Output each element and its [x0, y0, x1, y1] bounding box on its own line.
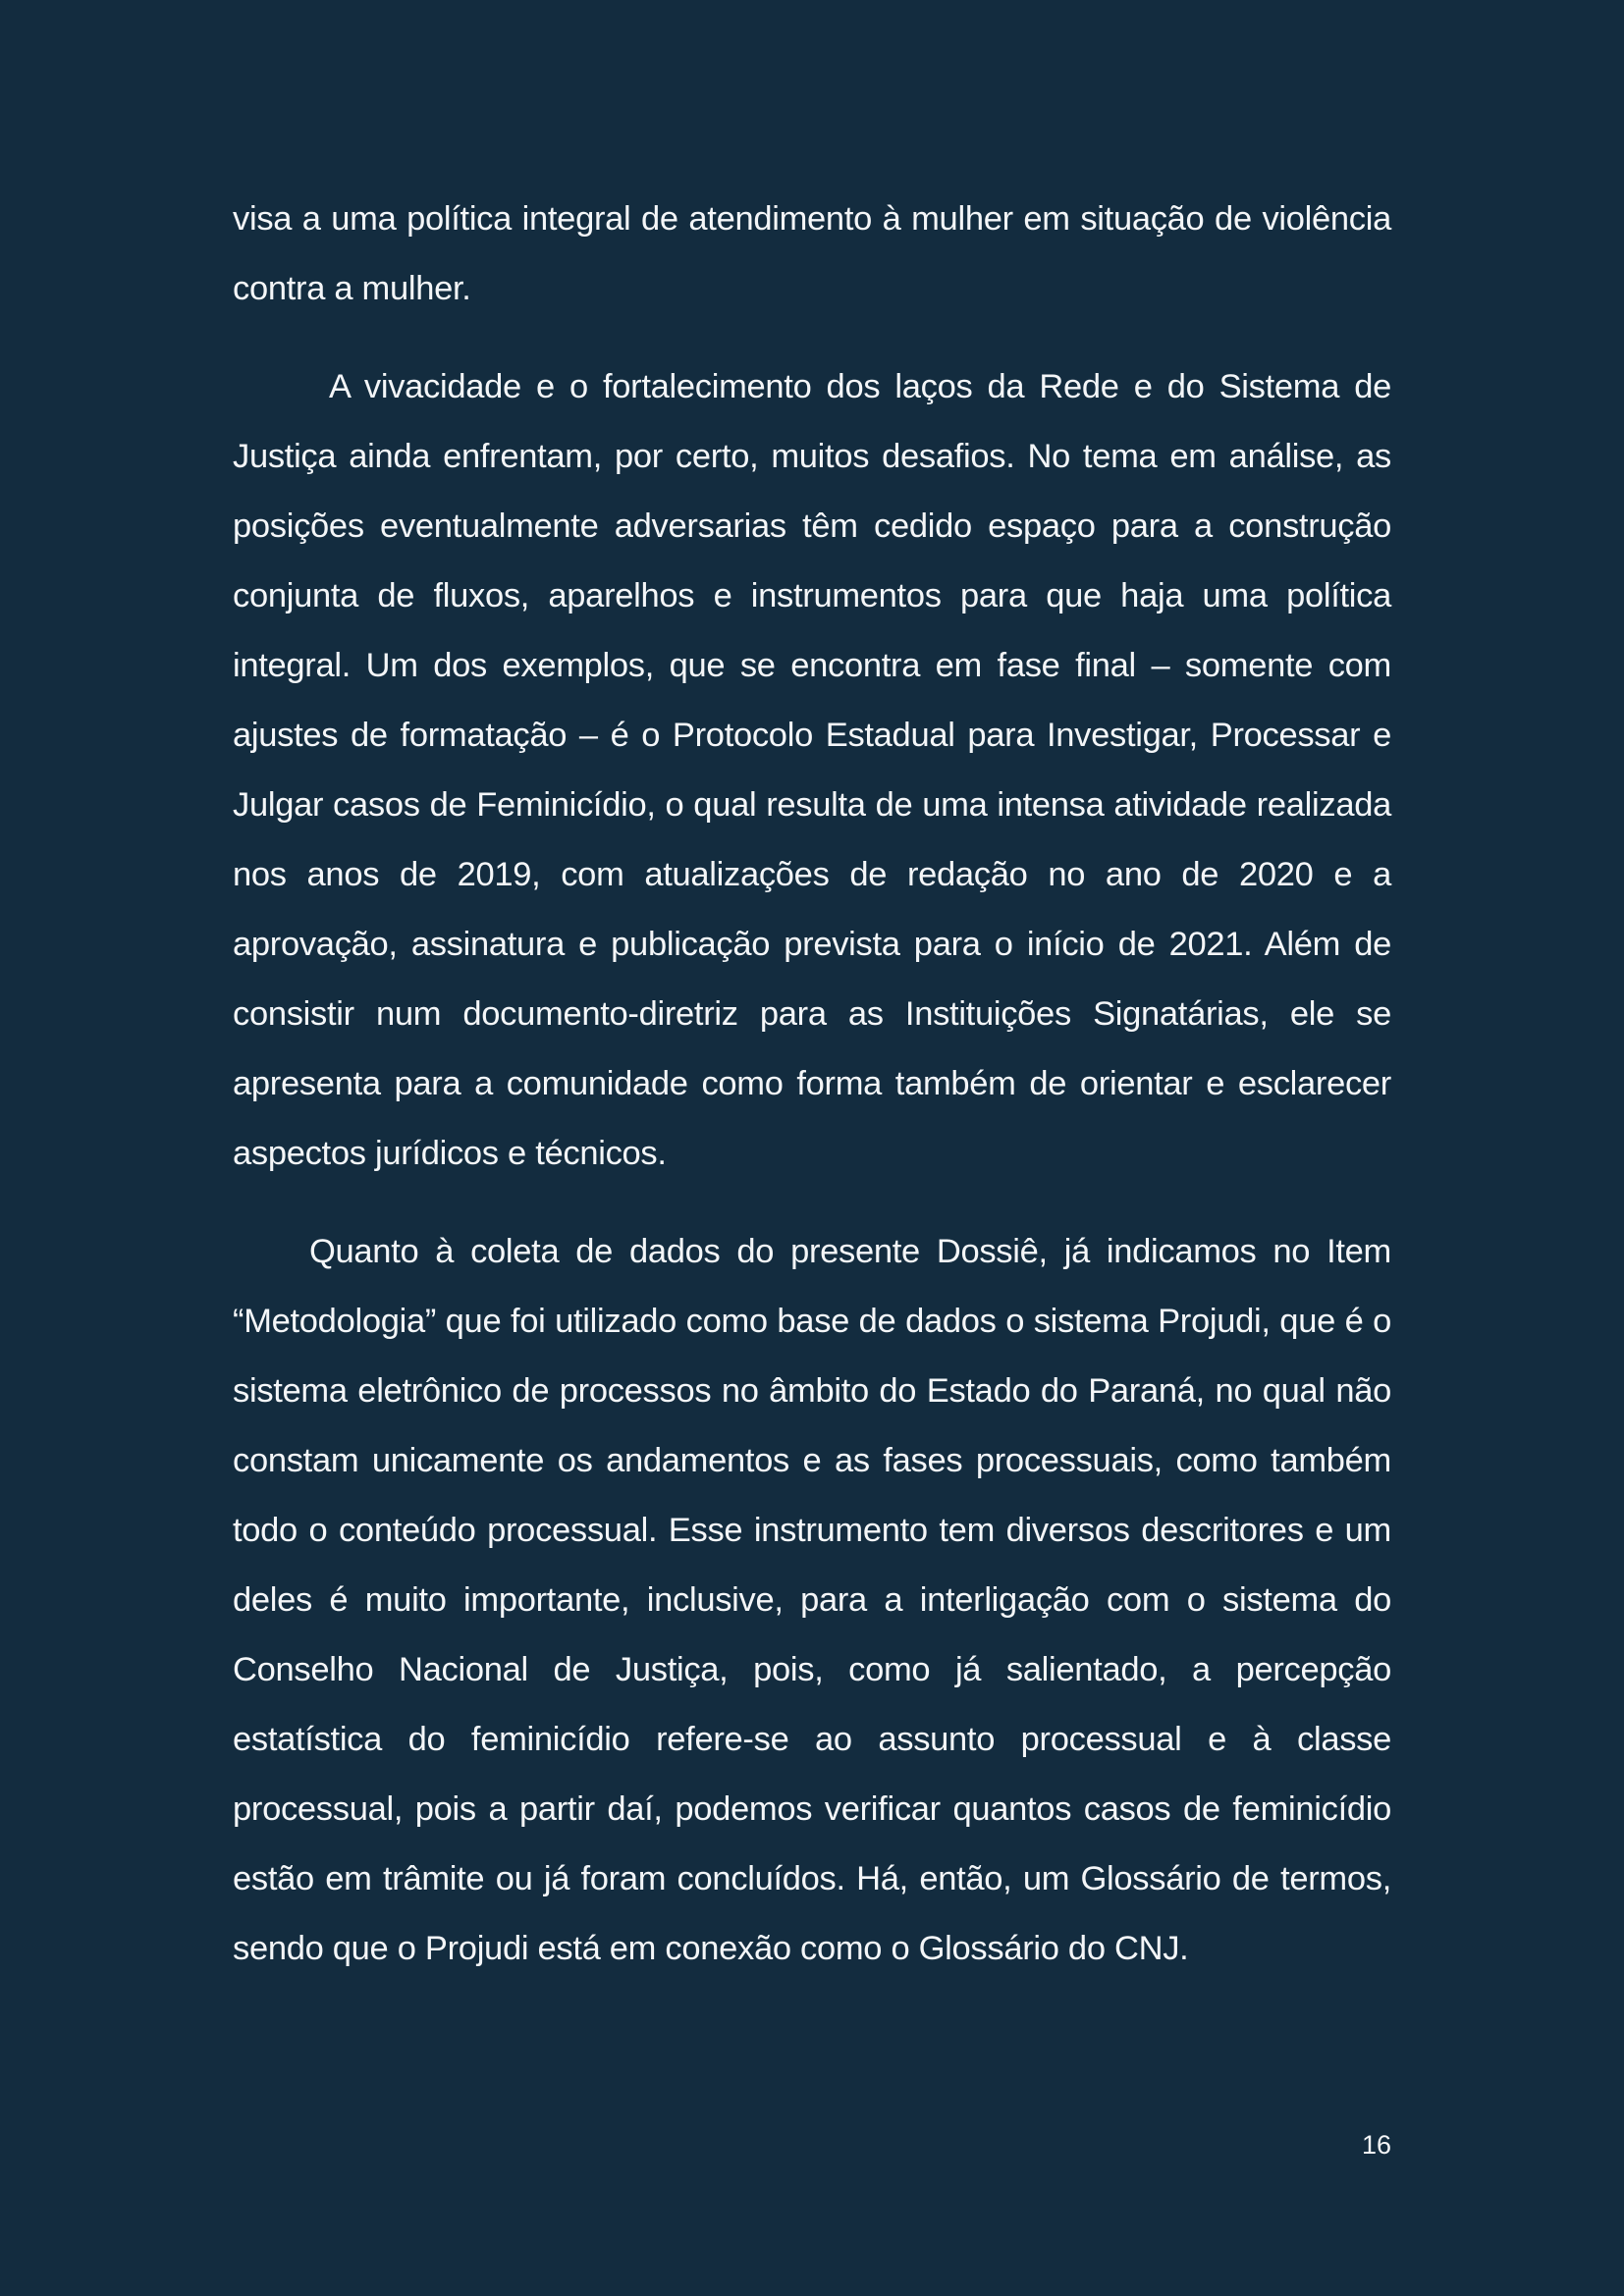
paragraph-rede-sistema-justica: A vivacidade e o fortalecimento dos laços da Rede e do Sistema de Justiça ainda enfrentam, por certo, muitos desafios. No tema em análise, as posições eventualmente adversarias têm cedido espaço para a construção conjunta de fluxos, aparelhos e instrumentos para que haja uma política integral. Um dos exemplos, que se encontra em fase final – somente com ajustes de formatação – é o Protocolo Estadual para Investigar, Processar e Julgar casos de Feminicídio, o qual resulta de uma intensa atividade realizada nos anos de 2019, com atualizações de redação no ano de 2020 e a aprovação, assinatura e publicação prevista para o início de 2021. Além de consistir num documento-diretriz para as Instituições Signatárias, ele se apresenta para a comunidade como forma também de orientar e esclarecer aspectos jurídicos e técnicos. — [233, 368, 1391, 1172]
paragraph-continuation: visa a uma política integral de atendimento à mulher em situação de violência contra a mulher. — [233, 200, 1391, 307]
page-number: 16 — [1361, 2130, 1391, 2160]
paragraph-coleta-dados: Quanto à coleta de dados do presente Dossiê, já indicamos no Item “Metodologia” que foi utilizado como base de dados o sistema Projudi, que é o sistema eletrônico de processos no âmbito do Estado do Paraná, no qual não constam unicamente os andamentos e as fases processuais, como também todo o conteúdo processual. Esse instrumento tem diversos descritores e um deles é muito importante, inclusive, para a interligação com o sistema do Conselho Nacional de Justiça, pois, como já salientado, a percepção estatística do feminicídio refere-se ao assunto processual e à classe processual, pois a partir daí, podemos verificar quantos casos de feminicídio estão em trâmite ou já foram concluídos. Há, então, um Glossário de termos, sendo que o Projudi está em conexão como o Glossário do CNJ. — [233, 1233, 1391, 1967]
body-text — [233, 185, 1391, 1984]
